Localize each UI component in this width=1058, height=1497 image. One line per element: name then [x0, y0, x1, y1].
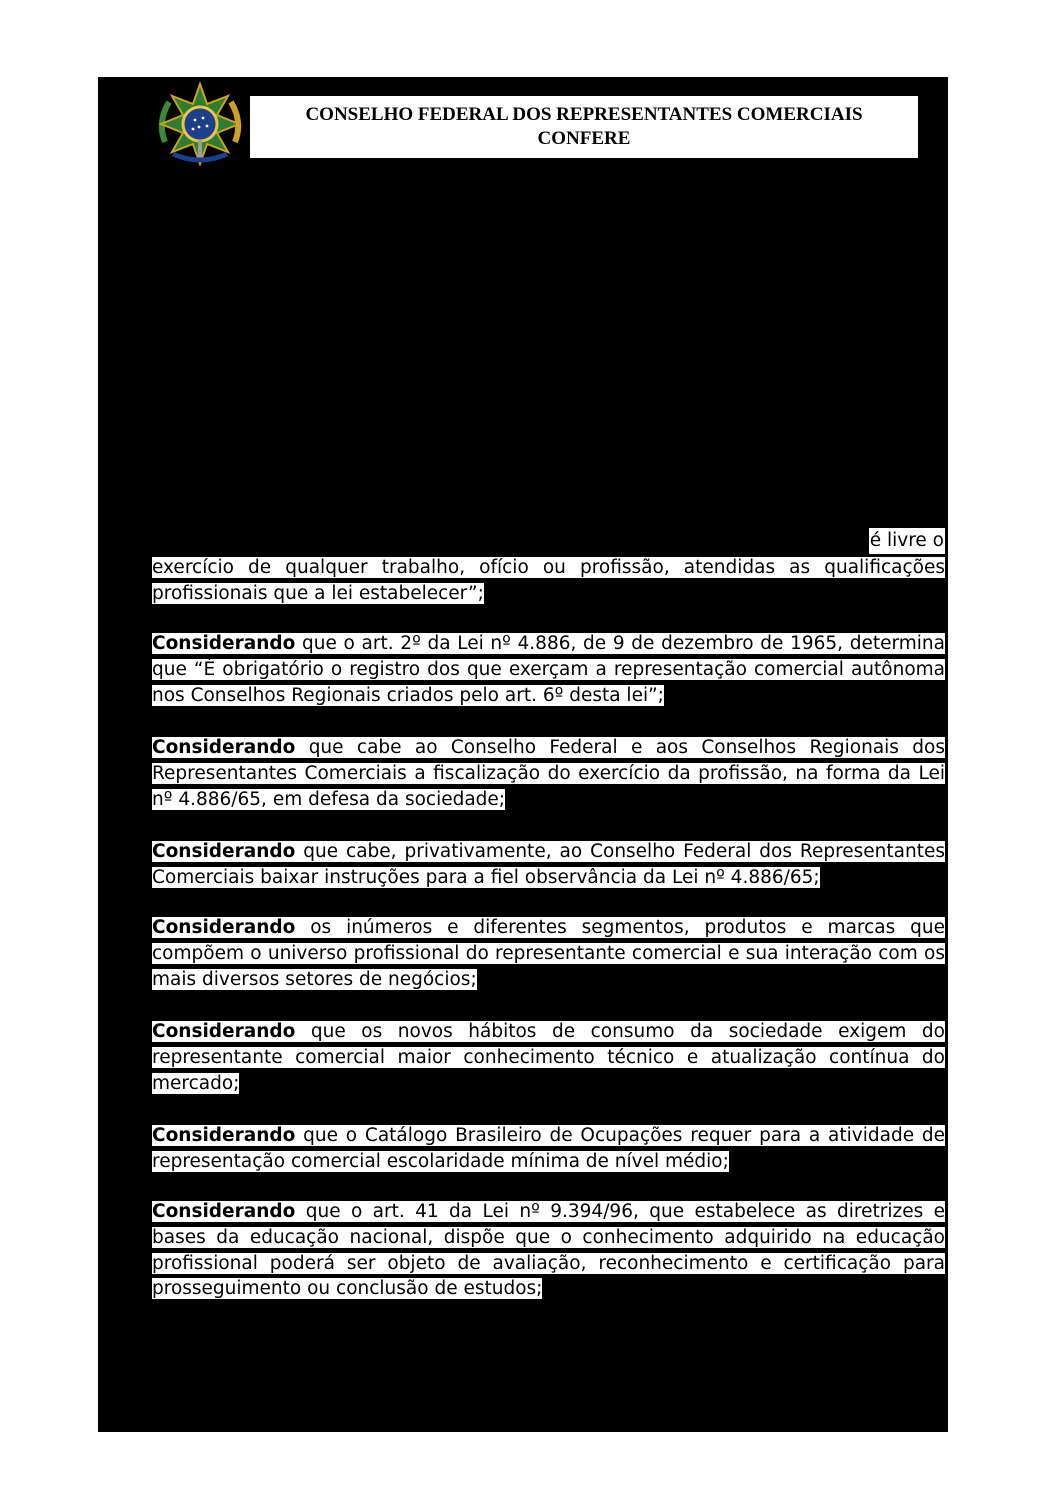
fragment-continuation [152, 555, 945, 607]
paragraph-text: que os novos hábitos de consumo da sociedade exigem do representante comercial maior conhecimento técnico e atualização contínua do mercado; [152, 1021, 945, 1094]
considerando-paragraph [152, 631, 945, 708]
paragraph-keyword: Considerando [152, 633, 296, 654]
paragraph-keyword: Considerando [152, 1201, 296, 1222]
paragraph-keyword: Considerando [152, 841, 296, 862]
fragment-first-line-end: é livre o [869, 528, 945, 554]
considerando-paragraph [152, 1019, 945, 1096]
header-title [305, 103, 862, 151]
header-title-line2: CONFERE [537, 128, 631, 149]
paragraph-text: que o Catálogo Brasileiro de Ocupações requer para a atividade de representação comercial escolaridade mínima de nível médio; [152, 1125, 945, 1172]
paragraph-keyword: Considerando [152, 1021, 296, 1042]
paragraph-text: os inúmeros e diferentes segmentos, produtos e marcas que compõem o universo profissional do representante comercial e sua interação com os mais diversos setores de negócios; [152, 917, 945, 990]
brazil-coat-of-arms-icon [155, 82, 245, 166]
paragraph-text: que cabe, privativamente, ao Conselho Federal dos Representantes Comerciais baixar instruções para a fiel observância da Lei nº 4.886/65; [152, 841, 945, 888]
considerando-paragraph [152, 1199, 945, 1302]
header-title-line1: CONSELHO FEDERAL DOS REPRESENTANTES COMERCIAIS [305, 104, 863, 125]
paragraph-keyword: Considerando [152, 917, 296, 938]
considerando-paragraph [152, 915, 945, 992]
considerando-paragraph [152, 1123, 945, 1175]
fragment-continuation-text: exercício de qualquer trabalho, ofício ou profissão, atendidas as qualificações profissionais que a lei estabelecer”; [152, 557, 945, 604]
considerando-paragraph [152, 735, 945, 812]
paragraph-text: que o art. 41 da Lei nº 9.394/96, que estabelece as diretrizes e bases da educação nacional, dispõe que o conhecimento adquirido na educação profissional poderá ser objeto de avaliação, reconhecimento e certificação para prosseguimento ou conclusão de estudos; [152, 1201, 945, 1300]
paragraph-keyword: Considerando [152, 1125, 296, 1146]
paragraph-keyword: Considerando [152, 737, 296, 758]
paragraph-text: que cabe ao Conselho Federal e aos Conselhos Regionais dos Representantes Comerciais a fiscalização do exercício da profissão, na forma da Lei nº 4.886/65, em defesa da sociedade; [152, 737, 945, 810]
header-box [250, 96, 918, 158]
considerando-paragraph [152, 839, 945, 891]
paragraph-text: que o art. 2º da Lei nº 4.886, de 9 de dezembro de 1965, determina que “É obrigatório o registro dos que exerçam a representação comercial autônoma nos Conselhos Regionais criados pelo art. 6º desta lei”; [152, 633, 945, 706]
